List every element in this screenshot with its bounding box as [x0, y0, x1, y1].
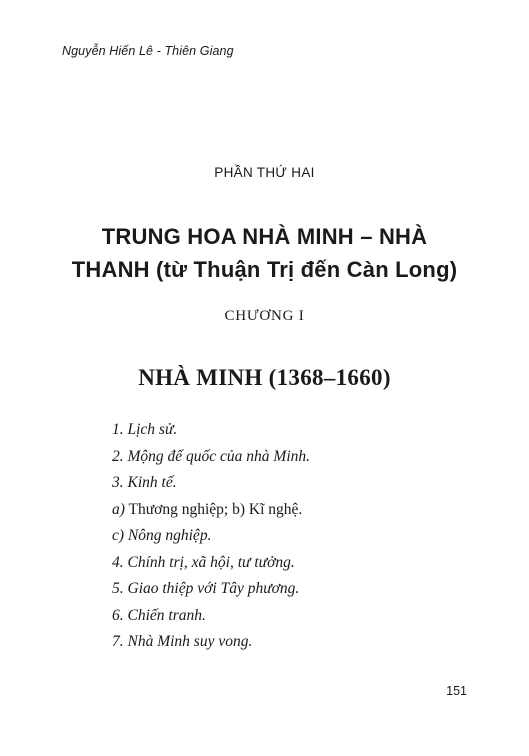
contents-item-politics-society: 4. Chính trị, xã hội, tư tưởng. — [112, 553, 295, 571]
contents-item-agriculture: c) Nông nghiệp. — [112, 527, 212, 544]
chapter-label: CHƯƠNG I — [224, 308, 305, 324]
part-title — [0, 220, 529, 286]
contents-item-marker-a: a) — [112, 500, 125, 518]
contents-item-war: 6. Chiến tranh. — [112, 606, 206, 624]
contents-item-history: 1. Lịch sử. — [112, 421, 178, 438]
contents-item-western-relations: 5. Giao thiệp với Tây phương. — [112, 580, 300, 597]
part-title-line-2: THANH (từ Thuận Trị đến Càn Long) — [71, 257, 458, 282]
contents-item-decline: 7. Nhà Minh suy vong. — [112, 633, 253, 650]
contents-item-commerce: Thương nghiệp; — [124, 500, 233, 518]
contents-item-industry: Kĩ nghệ. — [245, 500, 303, 518]
chapter-title: NHÀ MINH (1368–1660) — [138, 365, 391, 390]
page-number: 151 — [446, 684, 467, 698]
running-head-author: Nguyễn Hiến Lê - Thiên Giang — [62, 44, 234, 58]
part-label: PHẦN THỨ HAI — [214, 165, 315, 180]
contents-item-empire-dream: 2. Mộng đế quốc của nhà Minh. — [112, 447, 311, 465]
chapter-contents-list — [112, 417, 310, 656]
contents-item-marker-b: b) — [232, 500, 245, 518]
contents-item-economy: 3. Kinh tế. — [112, 474, 177, 491]
part-title-line-1: TRUNG HOA NHÀ MINH – NHÀ — [101, 224, 428, 249]
contents-item-commerce-industry — [112, 497, 310, 524]
